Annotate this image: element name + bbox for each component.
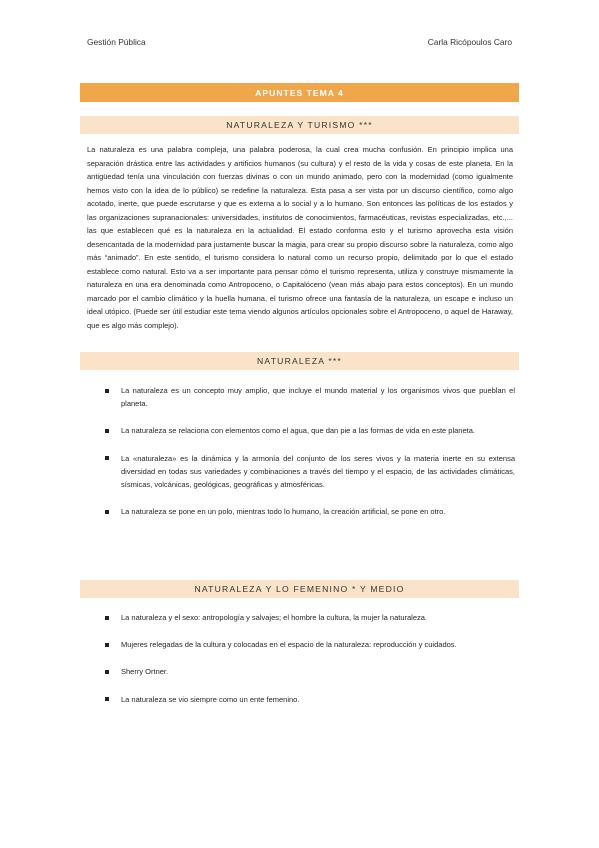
list-item <box>105 638 515 651</box>
list-item <box>105 452 515 492</box>
square-bullet-icon <box>105 456 109 460</box>
square-bullet-icon <box>105 697 109 701</box>
square-bullet-icon <box>105 429 109 433</box>
header-course-title: Gestión Pública <box>87 37 146 47</box>
list-item-text: Sherry Ortner. <box>121 667 169 677</box>
section-heading-naturaleza: NATURALEZA *** <box>80 352 519 370</box>
list-item <box>105 693 515 706</box>
square-bullet-icon <box>105 510 109 514</box>
list-item <box>105 424 515 437</box>
list-item-text: La naturaleza y el sexo: antropología y salvajes; el hombre la cultura, la mujer la naturaleza. <box>121 613 428 622</box>
square-bullet-icon <box>105 389 109 393</box>
section-heading-naturaleza-y-lo-femenino: NATURALEZA Y LO FEMENINO * Y MEDIO <box>80 580 519 598</box>
section-paragraph-naturaleza-y-turismo: La naturaleza es una palabra compleja, una palabra poderosa, la cual crea mucha confusión. En principio implica una separación drástica entre las actividades y artificios humanos (su cultura) y el resto de la vida y cosas de este planeta. En la antigüedad tenía una vinculación con fuerzas divinas o con un mundo animado, pero con la modernidad (como igualmente hemos visto con la idea de lo público) se redefine la naturaleza. Esta pasa a ser vista por un discurso científico, como algo acotado, inerte, que puede escrutarse y que es externa a lo social y a lo humano. Son entonces las políticas de los estados y las organizaciones supranacionales: universidades, institutos de conocimientos, farmacéuticas, revistas especializadas, etc.,... las que establecen qué es la naturaleza en la actualidad. El estado conforma esto y el turismo aprovecha esta visión desencantada de la modernidad para justamente buscar la magia, para crear su propio discurso sobre la naturaleza, como algo más “animado”. En este sentido, el turismo considera lo natural como un recurso propio, delimitado por lo que el estado establece como natural. Esto va a ser importante para pensar cómo el turismo representa, utiliza y construye mismamente la naturaleza en una era denominada como Antropoceno, o Capitalóceno (vean más abajo para estos conceptos). En un mundo marcado por el cambio climático y la huella humana, el turismo ofrece una fantasía de la naturaleza, un escape e incluso un ideal utópico. (Puede ser útil estudiar este tema viendo algunos artículos opcionales sobre el Antropoceno, o aquel de Haraway, que es algo más complejo). <box>87 145 513 330</box>
list-item-text: La «naturaleza» es la dinámica y la armonía del conjunto de los seres vivos y la materia inerte en su extensa diversidad en todas sus variedades y combinaciones a través del tiempo y el espacio, de las actividades climáticas, sísmicas, volcánicas, geológicas, geográficas y atmosféricas. <box>121 453 515 490</box>
header-author-name: Carla Ricópoulos Caro <box>427 37 512 47</box>
square-bullet-icon <box>105 670 109 674</box>
list-item-text: Mujeres relegadas de la cultura y colocadas en el espacio de la naturaleza: reproducción y cuidados. <box>121 640 457 650</box>
list-item <box>105 665 515 678</box>
document-title-banner: APUNTES TEMA 4 <box>80 83 519 102</box>
page-header <box>87 37 512 47</box>
list-item-text: La naturaleza es un concepto muy amplio, que incluye el mundo material y los organismos vivos que pueblan el planeta. <box>121 386 515 409</box>
list-item-text: La naturaleza se pone en un polo, mientras todo lo humano, la creación artificial, se pone en otro. <box>121 507 446 517</box>
bullet-list-naturaleza <box>105 384 515 532</box>
square-bullet-icon <box>105 643 109 647</box>
list-item-text: La naturaleza se vio siempre como un ente femenino. <box>121 694 300 704</box>
list-item <box>105 384 515 410</box>
list-item-text: La naturaleza se relaciona con elementos como el agua, que dan pie a las formas de vida en este planeta. <box>121 426 475 436</box>
list-item <box>105 505 515 518</box>
square-bullet-icon <box>105 616 109 620</box>
list-item <box>105 611 515 624</box>
section-heading-naturaleza-y-turismo: NATURALEZA Y TURISMO *** <box>80 116 519 134</box>
bullet-list-naturaleza-y-lo-femenino <box>105 611 515 720</box>
